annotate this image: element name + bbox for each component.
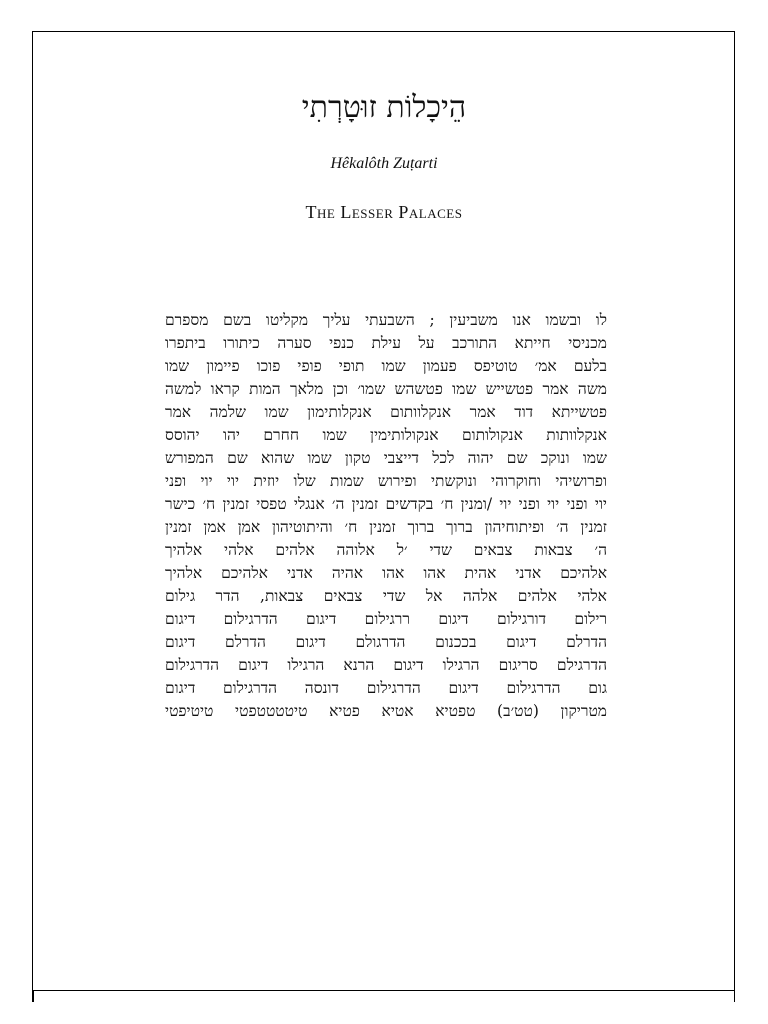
text-line: אלהי אלהים אלהה אל שדי צבאים צבאות, הדר גילום [165,587,607,605]
page-edge-mark-right [734,990,736,1002]
text-line: לו ובשמו אנו משביעין ; השבעתי עליך מקליטו בשם מספרם [165,311,607,329]
text-line: הדרלם דיגום בככנום הדרגולם דיגום הדרלם דיגום [165,633,607,651]
english-title: The Lesser Palaces [305,202,463,222]
text-line: מטריקון (טט׳ב) טפטיא אטיא פטיא טיטטטטפטי טיטיפטי [165,702,607,720]
text-line: יוי ופני יוי ופני יוי /ומנין ח׳ בקדשים זמנין ה׳ אנגלי טפסי זמנין ח׳ כישר [165,495,607,513]
text-line: פטשייתא דוד אמר אנקלוותום אנקלותימון שמו שלמה אמר [165,403,607,421]
text-line: זמנין ה׳ ופיתוחיהון ברוך ברוך זמנין ח׳ והיתוטיהון אמן אמן זמנין [165,518,607,536]
text-line: אנקלוותות אנקולותום אנקולותימין שמו חחרם יהו יהוסס [165,426,607,444]
text-line: ופרושיהי וחוקרוהי ונוקשתי ופירוש שמות שלו יוזית יוי יוי ופני [165,472,607,490]
text-line: בלעם אמ׳ טוטיפס פעמון שמו תופי פופי פוכו פיימון שמו [165,357,607,375]
transliterated-title: Hêkalôth Zuṭarti [330,155,438,172]
text-line: רילום דורגילום דיגום ררגילום דיגום הדרגילום דיגום [165,610,607,628]
hebrew-title: הֵיכָלוֹת זוּטָרְתִי [301,90,467,125]
text-line: מכניסי חייתא התורכב על עילת כנפי סערה כיתורו ביתפרו [165,334,607,352]
text-line: שמו ונוקכ שם יהוה לכל דייצבי טקון שמו שהוא שם המפורש [165,449,607,467]
hebrew-text-block [165,309,607,723]
page-edge-mark-left [32,990,34,1002]
text-line: הדרגילם סריגום הרגילו דיגום הרנא הרגילו דיגום הדרגילום [165,656,607,674]
text-line: גום הדרגילום דיגום הדרגילום דונסה הדרגילום דיגום [165,679,607,697]
text-line: אלהיכם אדני אהית אהו אהו אהיה אדני אלהיכם אלהיך [165,564,607,582]
text-line: ה׳ צבאות צבאים שדי ׳ל אלוהה אלהים אלהי אלהיך [165,541,607,559]
text-line: משה אמר פטשייש שמו פטשהש שמו׳ וכן מלאך המות קראו למשה [165,380,607,398]
